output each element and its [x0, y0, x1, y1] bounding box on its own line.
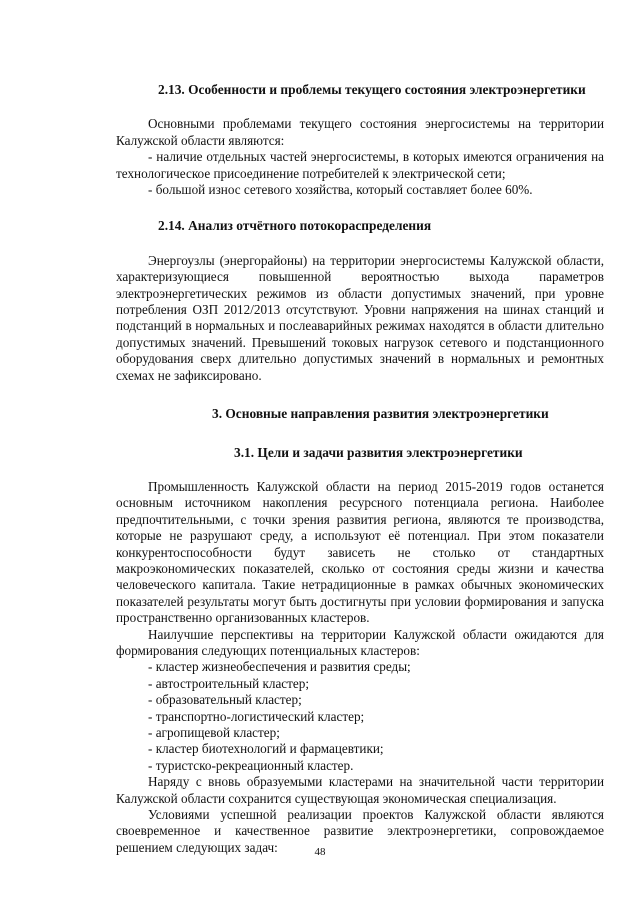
- list-item: - агропищевой кластер;: [148, 725, 280, 740]
- section-3-1-para-3: Наряду с вновь образуемыми кластерами на значительной части территории Калужской области сохранится существующая экономическая специализация.: [116, 774, 604, 806]
- list-item: - кластер жизнеобеспечения и развития среды;: [148, 659, 411, 675]
- section-2-13-item-1: - наличие отдельных частей энергосистемы, в которых имеются ограничения на технологическое присоединение потребителей к электрической сети;: [116, 149, 604, 181]
- section-3-1-para-1: Промышленность Калужской области на период 2015-2019 годов останется основным источником накопления ресурсного потенциала региона. Наиболее предпочтительными, с точки зрения развития региона, являются те производства, которые не разрушают среду, а используют её потенциал. При этом показатели конкурентоспособности будут зависеть не столько от стандартных макроэкономических показателей, сколько от состояния среды жизни и качества человеческого капитала. Такие нетрадиционные в рамках обычных экономических показателей результаты могут быть достигнуты при условии формирования и запуска пространственно организованных кластеров.: [116, 478, 604, 626]
- list-item: - образовательный кластер;: [148, 692, 302, 708]
- section-3-1-para-2: Наилучшие перспективы на территории Калужской области ожидаются для формирования следующих потенциальных кластеров:: [116, 626, 604, 658]
- cluster-list: [116, 659, 604, 774]
- page-number: 48: [314, 846, 326, 858]
- list-item: - кластер биотехнологий и фармацевтики;: [148, 741, 384, 757]
- section-3-heading: 3. Основные направления развития электроэнергетики: [212, 406, 549, 422]
- section-2-13-heading: 2.13. Особенности и проблемы текущего состояния электроэнергетики: [158, 82, 586, 97]
- list-item: - транспортно-логистический кластер;: [148, 708, 365, 724]
- section-3-1-para-4: Условиями успешной реализации проектов Калужской области являются своевременное и качественное развитие электроэнергетики, сопровождаемое решением следующих задач:: [116, 807, 604, 855]
- list-item: - автостроительный кластер;: [148, 675, 310, 691]
- section-2-14-heading: 2.14. Анализ отчётного потокораспределения: [158, 218, 432, 234]
- section-2-14-text: Энергоузлы (энергорайоны) на территории энергосистемы Калужской области, характеризующиеся повышенной вероятностью выхода параметров электроэнергетических режимов из области допустимых значений, при уровне потребления ОЗП 2012/2013 отсутствуют. Уровни напряжения на шинах станций и подстанций в нормальных и послеаварийных режимах находятся в области длительно допустимых значений. Превышений токовых нагрузок сетевого и подстанционного оборудования сверх длительно допустимых значений в нормальных и ремонтных схемах не зафиксировано.: [116, 252, 604, 383]
- list-item: - туристско-рекреационный кластер.: [148, 757, 354, 773]
- section-3-1-heading: 3.1. Цели и задачи развития электроэнергетики: [234, 444, 523, 460]
- section-2-13-item-2: - большой износ сетевого хозяйства, который составляет более 60%.: [148, 182, 533, 198]
- page-content: [116, 82, 604, 856]
- section-2-13-intro: Основными проблемами текущего состояния энергосистемы на территории Калужской области являются:: [116, 116, 604, 148]
